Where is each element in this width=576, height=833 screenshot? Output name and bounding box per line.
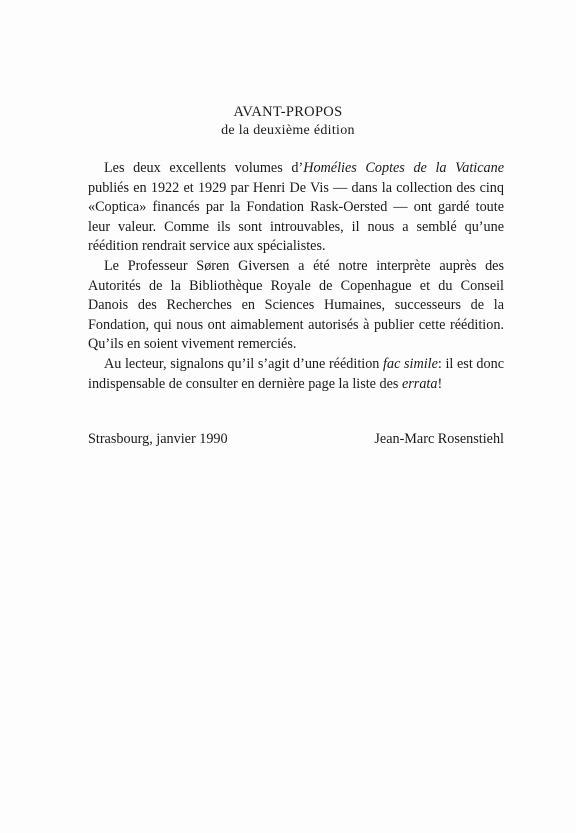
errata-term: errata (401, 375, 438, 392)
paragraph-2: Le Professeur Søren Giversen a été notre interprète auprès des Autorités de la Bibliothèque Royale de Copenhague et du Conseil Danois des Recherches en Sciences Humaines, successeurs de la Fondation, qui nous ont aimablement autorisés à publier cette réédition. Qu’ils en soient vivement remerciés. (88, 257, 504, 353)
body-text (88, 159, 504, 394)
paragraph-3 (88, 355, 504, 394)
page-title: AVANT-PROPOS (233, 104, 343, 120)
place-date: Strasbourg, janvier 1990 (88, 431, 228, 447)
author-name: Jean-Marc Rosenstiehl (374, 431, 504, 447)
paragraph-1-part-b: publiés en 1922 et 1929 par Henri De Vis — dans la collection des cinq «Coptica» financés par la Fondation Rask-Oersted — ont gardé toute leur valeur. Comme ils sont introuvables, il nous a semblé qu’une réédition rendrait service aux spécialistes. (88, 179, 504, 255)
paragraph-3-part-a: Au lecteur, signalons qu’il s’agit d’une réédition (104, 355, 384, 372)
page-subtitle: de la deuxième édition (221, 123, 355, 138)
paragraph-3-part-b: : il est donc indispensable de consulter en dernière page la liste des (88, 355, 504, 392)
paragraph-1 (88, 159, 504, 257)
book-title: Homélies Coptes de la Vaticane (303, 160, 504, 176)
signature-row (88, 431, 504, 448)
paragraph-3-part-c: ! (437, 375, 443, 392)
paragraph-1-part-a: Les deux excellents volumes d’ (104, 160, 304, 176)
fac-simile-term: fac simile (383, 355, 438, 372)
